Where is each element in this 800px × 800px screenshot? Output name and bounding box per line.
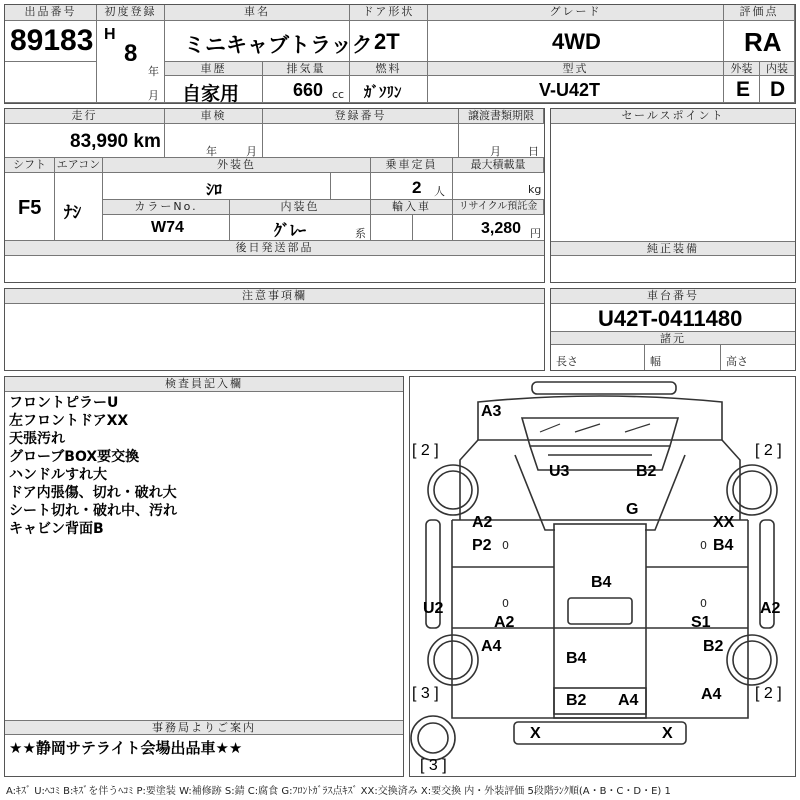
- history-value: 自家用: [182, 83, 240, 105]
- import-header: 輸入車: [371, 200, 453, 215]
- shift-value: F5: [18, 197, 42, 219]
- inspector-note: キャビン背面B: [9, 521, 104, 537]
- int-color-header: 内装色: [230, 200, 371, 215]
- mark-a2-left: A2: [472, 514, 493, 531]
- displacement-unit: cc: [332, 88, 345, 101]
- length-label: 長さ: [556, 355, 578, 368]
- legend-text: A:ｷｽﾞ U:ﾍｺﾐ B:ｷｽﾞを伴うﾍｺﾐ P:要塗装 W:補修跡 S:錆 C:腐食 G:ﾌﾛﾝﾄｶﾞﾗｽ点ｷｽﾞ XX:交換済み X:要交換 内・外装評価 5段階ﾗﾝｸ順(A・B・C・D・E) 1: [6, 786, 671, 797]
- grade-header: グレード: [428, 5, 724, 21]
- mark-a3-top: A3: [481, 403, 502, 420]
- displacement-header: 排気量: [263, 62, 350, 76]
- year-unit: 年: [148, 65, 159, 78]
- mark-b4-right: B4: [713, 537, 734, 554]
- inspection-year-unit: 年: [206, 145, 217, 158]
- mark-a2-mid: A2: [494, 614, 515, 631]
- inspector-note: グローブBOX要交換: [9, 449, 140, 465]
- mark-p2: P2: [472, 537, 492, 554]
- inspector-note: ハンドルすれ大: [9, 467, 107, 483]
- inspector-note: フロントピラーU: [9, 395, 119, 411]
- interior-value: D: [770, 78, 786, 101]
- reg-no-cell: [263, 124, 459, 158]
- model-header: 型式: [428, 62, 724, 76]
- office-header: 事務局よりご案内: [5, 720, 403, 735]
- mark-u2: U2: [423, 600, 444, 617]
- lot-number: 89183: [10, 24, 94, 57]
- model-value: V-U42T: [539, 80, 601, 100]
- tire-front-right: [ 2 ]: [755, 442, 782, 459]
- genuine-equip-header: 純正装備: [551, 241, 795, 256]
- transfer-month-unit: 月: [490, 145, 501, 158]
- capacity-header: 乗車定員: [371, 158, 453, 173]
- sales-points-block: [550, 108, 796, 283]
- mark-x-left: X: [530, 725, 541, 742]
- capacity-unit: 人: [434, 185, 445, 198]
- office-message: ★★静岡サテライト会場出品車★★: [9, 739, 243, 757]
- ac-header: エアコン: [55, 158, 103, 173]
- inspector-notes: [9, 394, 177, 538]
- inspector-note: 天張汚れ: [9, 431, 65, 447]
- door-header: ドア形状: [350, 5, 428, 21]
- chassis-number: U42T-0411480: [598, 306, 743, 331]
- mark-a4-left: A4: [481, 638, 502, 655]
- transfer-header: 譲渡書類期限: [459, 109, 544, 124]
- grade-value: 4WD: [552, 29, 601, 54]
- color-no-header: カラーNo.: [103, 200, 230, 215]
- score-header: 評価点: [724, 5, 795, 21]
- int-color-unit: 系: [355, 227, 366, 240]
- shift-header: シフト: [5, 158, 55, 173]
- max-load-unit: kg: [528, 183, 542, 196]
- mark-g: G: [626, 501, 639, 518]
- exterior-value: E: [736, 78, 751, 101]
- recycle-value: 3,280: [481, 220, 522, 237]
- mark-b2-rear: B2: [566, 692, 587, 709]
- fuel-value: ｶﾞｿﾘﾝ: [364, 83, 402, 101]
- inspector-note: 左フロントドアXX: [9, 413, 129, 429]
- mark-zero-right-lower: 0: [700, 597, 707, 610]
- mark-zero-left-lower: 0: [502, 597, 509, 610]
- ext-color-value: ｼﾛ: [206, 180, 223, 199]
- reg-no-header: 登録番号: [263, 109, 459, 124]
- later-parts-header: 後日発送部品: [5, 241, 544, 256]
- mark-b2-cab: B2: [636, 463, 657, 480]
- fuel-header: 燃料: [350, 62, 428, 76]
- history-header: 車歴: [165, 62, 263, 76]
- recycle-unit: 円: [530, 227, 541, 240]
- mark-xx: XX: [713, 514, 735, 531]
- color-no-value: W74: [151, 219, 184, 236]
- mark-b4-center: B4: [591, 574, 612, 591]
- int-color-value: ｸﾞﾚｰ: [274, 221, 307, 240]
- car-name: ミニキャブトラック: [184, 33, 373, 57]
- ext-color-header: 外装色: [103, 158, 371, 173]
- tire-rear-left: [ 3 ]: [412, 685, 439, 702]
- first-reg-header: 初度登録: [97, 5, 165, 21]
- mark-zero-left: 0: [502, 539, 509, 552]
- mileage-header: 走行: [5, 109, 165, 124]
- mark-b4-bed: B4: [566, 650, 587, 667]
- chassis-header: 車台番号: [551, 289, 795, 304]
- exterior-header: 外装: [724, 62, 760, 76]
- first-reg-year: 8: [124, 40, 138, 67]
- displacement-value: 660: [293, 80, 324, 100]
- mark-s1: S1: [691, 614, 711, 631]
- sales-points-header: セールスポイント: [551, 109, 795, 124]
- door-value: 2T: [374, 29, 400, 54]
- transfer-day-unit: 日: [528, 145, 539, 158]
- first-reg-era: H: [104, 26, 116, 43]
- inspection-header: 車検: [165, 109, 263, 124]
- mark-a4-right-rear: A4: [701, 686, 722, 703]
- mark-zero-right: 0: [700, 539, 707, 552]
- mark-a4-rear: A4: [618, 692, 639, 709]
- inspector-note: ドア内張傷、切れ・破れ大: [9, 485, 177, 501]
- mark-a2-right: A2: [760, 600, 781, 617]
- caution-header: 注意事項欄: [5, 289, 544, 304]
- inspector-header: 検査員記入欄: [5, 377, 403, 392]
- mark-x-right: X: [662, 725, 673, 742]
- ac-value: ﾅｼ: [64, 203, 81, 223]
- width-label: 幅: [650, 355, 661, 368]
- month-unit: 月: [148, 89, 159, 102]
- recycle-header: リサイクル預託金: [453, 200, 544, 215]
- tire-front-left: [ 2 ]: [412, 442, 439, 459]
- car-name-header: 車名: [165, 5, 350, 21]
- interior-header: 内装: [760, 62, 795, 76]
- dimensions-header: 諸元: [551, 331, 795, 345]
- lot-blank: [5, 62, 97, 103]
- inspection-month-unit: 月: [246, 145, 257, 158]
- max-load-header: 最大積載量: [453, 158, 544, 173]
- lot-header: 出品番号: [5, 5, 97, 21]
- ext-color-divider: [330, 173, 371, 200]
- score-value: RA: [744, 27, 782, 57]
- inspector-note: シート切れ・破れ中、汚れ: [9, 503, 177, 519]
- tire-rear-right: [ 2 ]: [755, 685, 782, 702]
- mileage-value: 83,990 km: [70, 131, 161, 152]
- height-label: 高さ: [726, 355, 748, 368]
- capacity-value: 2: [412, 178, 422, 197]
- mark-u3: U3: [549, 463, 570, 480]
- spare-tire-mark: [ 3 ]: [420, 757, 447, 774]
- mark-b2-right: B2: [703, 638, 724, 655]
- import-divider: [412, 215, 453, 241]
